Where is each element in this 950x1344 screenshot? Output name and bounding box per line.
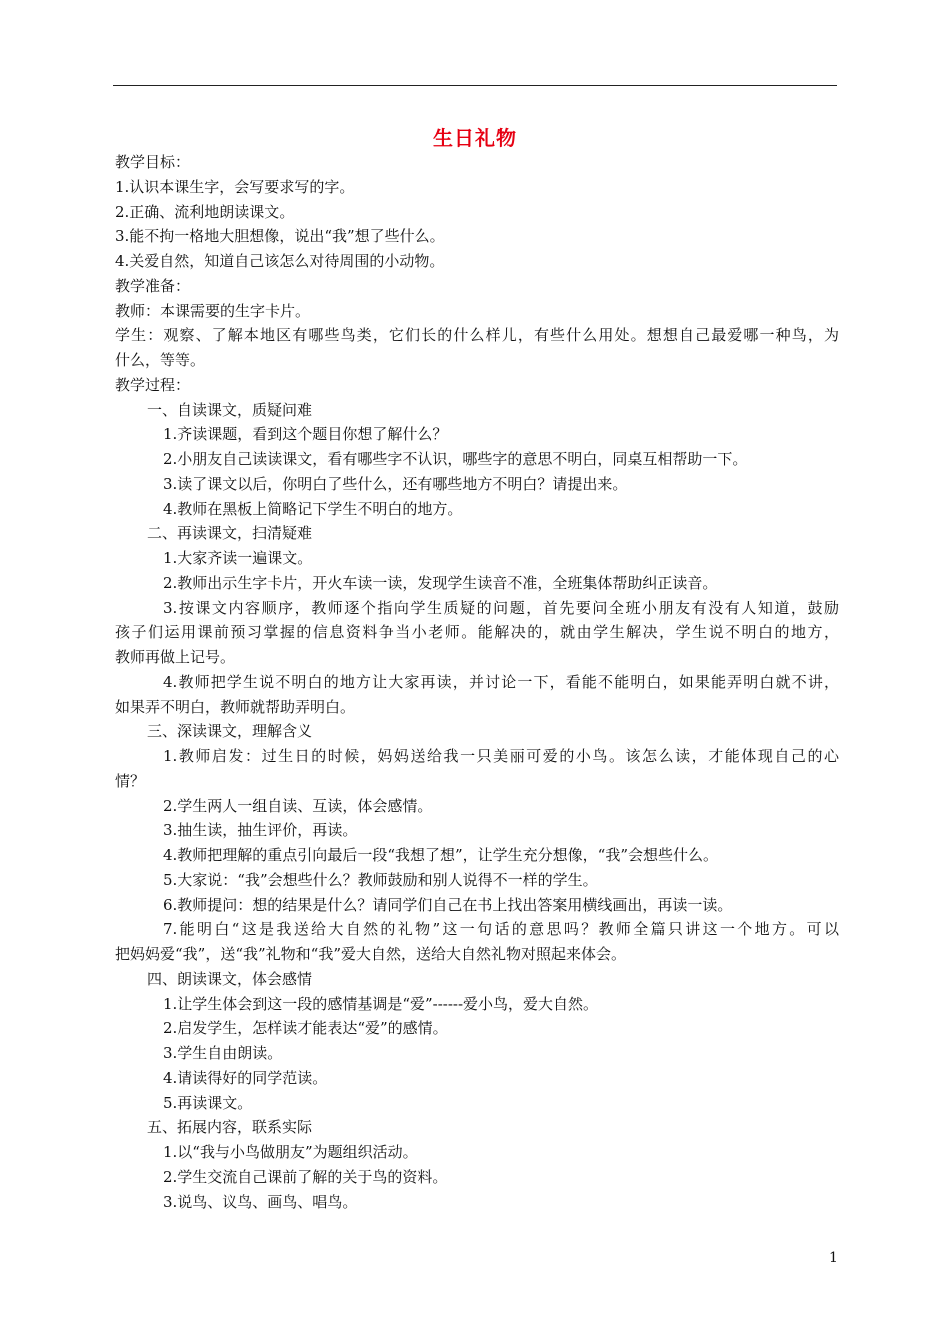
paragraph-line: 3.抽生读，抽生评价，再读。: [163, 821, 358, 840]
paragraph-line: 6.教师提问：想的结果是什么？请同学们自己在书上找出答案用横线画出，再读一读。: [163, 895, 733, 914]
paragraph-line: 1.大家齐读一遍课文。: [163, 549, 313, 567]
paragraph-line: 情？: [115, 771, 146, 790]
subsection-heading: 五、拓展内容，联系实际: [147, 1118, 313, 1137]
paragraph-line: 3.读了课文以后，你明白了些什么，还有哪些地方不明白？请提出来。: [163, 474, 628, 493]
subsection-heading: 二、再读课文，扫清疑难: [147, 524, 313, 543]
paragraph-line: 3.能不拘一格地大胆想像，说出“我”想了些什么。: [115, 227, 445, 246]
subsection-heading: 三、深读课文，理解含义: [147, 722, 313, 741]
header-rule: [113, 85, 837, 86]
paragraph-line: 3.说鸟、议鸟、画鸟、唱鸟。: [163, 1192, 358, 1211]
page-title: 生日礼物: [433, 126, 517, 150]
paragraph-line: 1.认识本课生字，会写要求写的字。: [115, 177, 355, 196]
section-heading: 教学目标：: [115, 153, 191, 171]
paragraph-line: 1.教师启发：过生日的时候，妈妈送给我一只美丽可爱的小鸟。该怎么读，才能体现自己的心: [163, 747, 839, 765]
paragraph-line: 教师再做上记号。: [115, 648, 236, 666]
paragraph-line: 7.能明白“这是我送给大自然的礼物”这一句话的意思吗？教师全篇只讲这一个地方。可以: [163, 920, 839, 939]
paragraph-line: 1.以“我与小鸟做朋友”为题组织活动。: [163, 1143, 418, 1161]
paragraph-line: 2.学生两人一组自读、互读，体会感情。: [163, 796, 433, 815]
paragraph-line: 3.按课文内容顺序，教师逐个指向学生质疑的问题，首先要问全班小朋友有没有人知道，鼓励: [163, 598, 839, 617]
paragraph-line: 4.教师把学生说不明白的地方让大家再读，并讨论一下，看能不能明白，如果能弄明白就不讲，: [163, 672, 839, 691]
section-heading: 教学过程：: [115, 375, 191, 394]
paragraph-line: 2.正确、流利地朗读课文。: [115, 202, 295, 221]
paragraph-line: 1.让学生体会到这一段的感情基调是“爱”------爱小鸟，爱大自然。: [163, 994, 599, 1013]
paragraph-line: 5.大家说：“我”会想些什么？教师鼓励和别人说得不一样的学生。: [163, 870, 598, 889]
subsection-heading: 四、朗读课文，体会感情: [147, 969, 313, 988]
paragraph-line: 孩子们运用课前预习掌握的信息资料争当小老师。能解决的，就由学生解决，学生说不明白的地方，: [115, 623, 839, 642]
paragraph-line: 如果弄不明白，教师就帮助弄明白。: [115, 697, 356, 716]
paragraph-line: 4.请读得好的同学范读。: [163, 1068, 328, 1087]
paragraph-line: 2.学生交流自己课前了解的关于鸟的资料。: [163, 1167, 448, 1186]
paragraph-line: 1.齐读课题，看到这个题目你想了解什么？: [163, 425, 448, 444]
paragraph-line: 4.教师在黑板上简略记下学生不明白的地方。: [163, 499, 463, 518]
paragraph-line: 把妈妈爱“我”，送“我”礼物和“我”爱大自然，送给大自然礼物对照起来体会。: [115, 945, 627, 963]
paragraph-line: 学生：观察、了解本地区有哪些鸟类，它们长的什么样儿，有些什么用处。想想自己最爱哪一种鸟，为: [115, 326, 839, 345]
paragraph-line: 2.启发学生，怎样读才能表达“爱”的感情。: [163, 1019, 448, 1038]
paragraph-line: 2.小朋友自己读读课文，看有哪些字不认识，哪些字的意思不明白，同桌互相帮助一下。: [163, 450, 748, 468]
paragraph-line: 4.教师把理解的重点引向最后一段“我想了想”，让学生充分想像，“我”会想些什么。: [163, 846, 718, 864]
paragraph-line: 2.教师出示生字卡片，开火车读一读，发现学生读音不准，全班集体帮助纠正读音。: [163, 573, 718, 592]
paragraph-line: 4.关爱自然，知道自己该怎么对待周围的小动物。: [115, 252, 445, 270]
paragraph-line: 教师：本课需要的生字卡片。: [115, 301, 311, 320]
paragraph-line: 3.学生自由朗读。: [163, 1044, 283, 1062]
subsection-heading: 一、自读课文，质疑问难: [147, 400, 313, 419]
document-body: [115, 150, 839, 1214]
paragraph-line: 5.再读课文。: [163, 1093, 253, 1112]
section-heading: 教学准备：: [115, 276, 191, 295]
page-number: 1: [829, 1250, 838, 1266]
paragraph-line: 什么，等等。: [115, 351, 206, 369]
